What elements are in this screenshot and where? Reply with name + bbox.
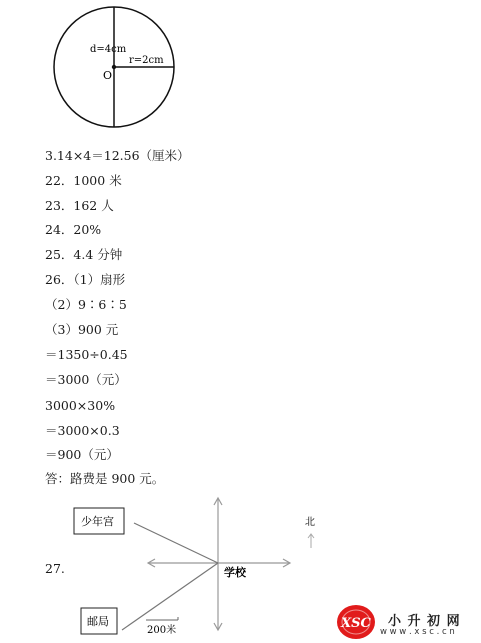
circle-figure xyxy=(0,0,481,140)
line-9: ＝1350÷0.45 xyxy=(45,347,128,362)
scale-label: 200米 xyxy=(147,625,177,636)
line-11: 3000×30% xyxy=(45,398,116,413)
line-7: （2）9∶6∶5 xyxy=(45,297,127,312)
site-name: 小 升 初 网 xyxy=(388,614,461,629)
question-27-number: 27. xyxy=(45,561,65,576)
radius-label: r=2cm xyxy=(129,55,164,66)
center-point xyxy=(112,65,116,69)
line-13: ＝900（元） xyxy=(45,447,119,462)
site-url: w w w . x s c . c n xyxy=(380,627,455,637)
line-to-palace xyxy=(134,523,218,563)
line-12: ＝3000×0.3 xyxy=(45,423,120,438)
line-3: 23．162 人 xyxy=(45,198,114,213)
palace-label: 少年宫 xyxy=(81,515,114,528)
line-5: 25．4.4 分钟 xyxy=(45,247,123,262)
line-2: 22．1000 米 xyxy=(45,173,122,188)
line-8: （3）900 元 xyxy=(45,322,119,337)
north-label: 北 xyxy=(305,517,315,528)
line-4: 24．20% xyxy=(45,222,102,237)
line-6: 26．（1）扇形 xyxy=(45,272,126,287)
line-1: 3.14×4＝12.56（厘米） xyxy=(45,148,190,163)
post-office-label: 邮局 xyxy=(87,615,109,628)
xsc-badge-text: XSC xyxy=(341,616,371,631)
xsc-logo-badge xyxy=(336,604,376,640)
diameter-label: d=4cm xyxy=(90,44,127,55)
line-10: ＝3000（元） xyxy=(45,372,127,387)
line-14: 答：路费是 900 元。 xyxy=(45,471,165,486)
school-label: 学校 xyxy=(224,566,246,579)
center-label: O xyxy=(103,69,113,82)
